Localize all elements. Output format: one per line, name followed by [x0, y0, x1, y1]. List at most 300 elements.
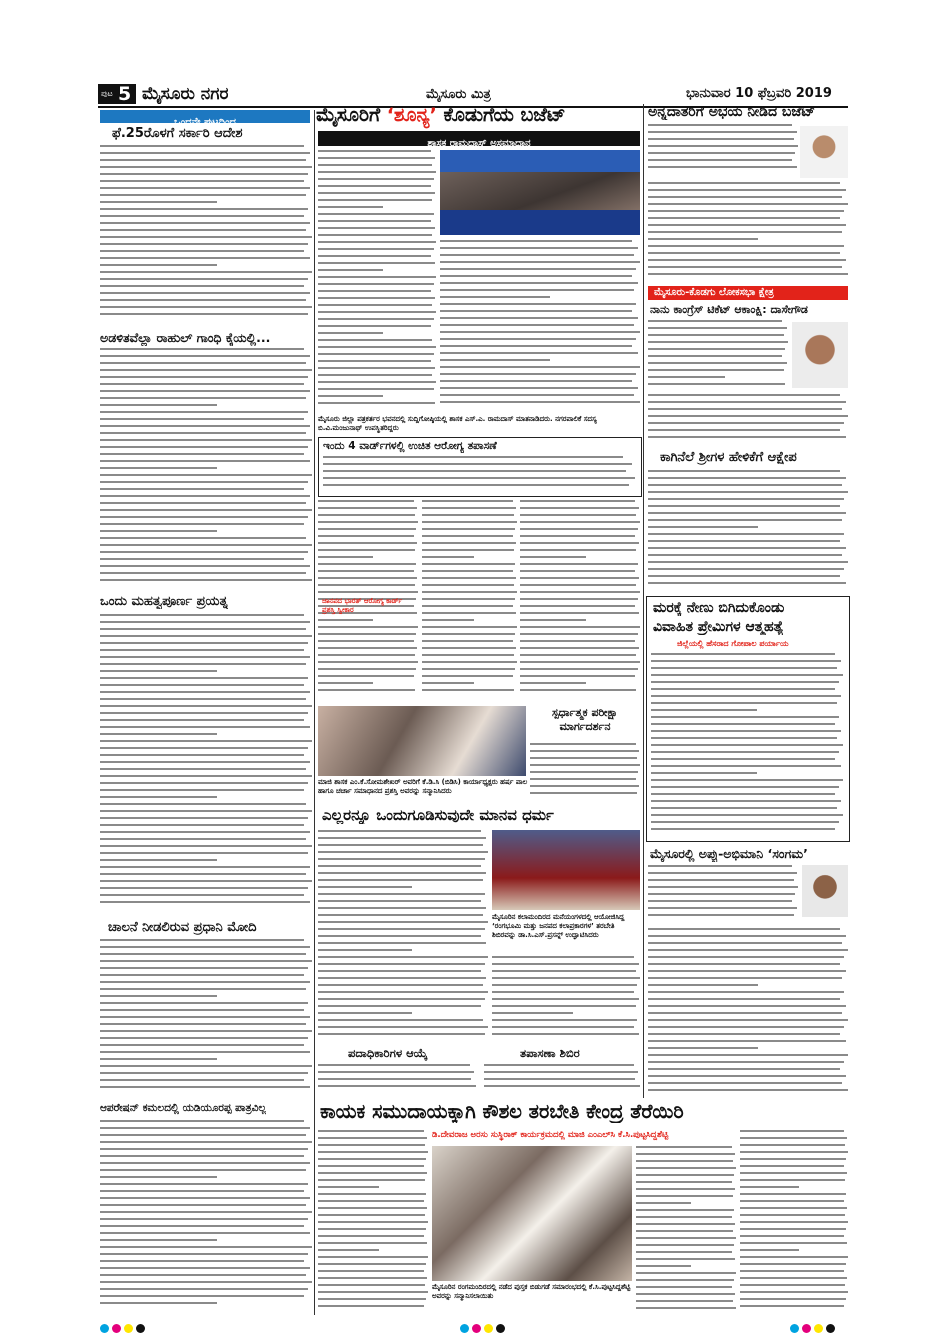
text-line: [318, 977, 486, 979]
text-line: [318, 402, 435, 404]
text-line: [318, 255, 431, 257]
text-line: [740, 1291, 848, 1293]
text-line: [100, 1023, 306, 1025]
mid-text-2b: [422, 500, 517, 700]
exam-guidance-line-1: ಸ್ಪರ್ಧಾತ್ಮಕ ಪರೀಕ್ಷಾ: [551, 706, 619, 719]
text-line: [651, 807, 837, 809]
text-line: [440, 289, 634, 291]
text-line: [422, 626, 517, 628]
yellow-dot: [124, 1324, 133, 1333]
text-line: [648, 422, 844, 424]
text-line: [100, 299, 306, 301]
text-line: [648, 217, 840, 219]
text-line: [740, 1186, 799, 1188]
text-line: [100, 782, 308, 784]
text-line: [100, 796, 217, 798]
text-line: [318, 640, 414, 642]
text-line: [520, 647, 639, 649]
left-text-4: [100, 939, 312, 1099]
text-line: [318, 199, 432, 201]
text-line: [318, 206, 383, 208]
text-line: [318, 185, 431, 187]
text-line: [520, 500, 635, 502]
text-line: [318, 535, 414, 537]
text-line: [100, 656, 310, 658]
text-line: [100, 1218, 308, 1220]
text-line: [100, 894, 304, 896]
text-line: [492, 963, 639, 965]
mid-subheading: ಶಾಸಕ ರಾಮದಾಸ್ ಅಸಮಾಧಾನ: [427, 138, 531, 149]
text-line: [100, 663, 306, 665]
text-line: [318, 1228, 426, 1230]
text-line: [100, 1295, 304, 1297]
text-line: [100, 803, 306, 805]
text-line: [318, 521, 418, 523]
text-line: [651, 709, 757, 711]
text-line: [636, 1160, 733, 1162]
text-line: [636, 1272, 736, 1274]
text-line: [100, 236, 312, 238]
text-line: [648, 1082, 842, 1084]
text-line: [648, 341, 788, 343]
left-heading-2: ಅಡಳಿತವೆಲ್ಲಾ ರಾಹುಲ್ ಗಾಂಧಿ ಕೈಯಲ್ಲಿ...: [100, 330, 271, 345]
text-line: [100, 1260, 304, 1262]
text-line: [318, 164, 432, 166]
text-line: [318, 619, 373, 621]
text-line: [323, 477, 635, 479]
text-line: [318, 276, 436, 278]
text-line: [100, 1086, 310, 1088]
yellow-dot: [814, 1324, 823, 1333]
text-line: [100, 1002, 308, 1004]
text-line: [318, 213, 434, 215]
text-line: [740, 1221, 848, 1223]
left-text-3: [100, 614, 312, 914]
text-line: [651, 751, 839, 753]
section-title: ಮೈಸೂರು ನಗರ: [142, 84, 229, 104]
text-line: [318, 872, 486, 874]
text-line: [740, 1130, 844, 1132]
text-line: [422, 535, 513, 537]
text-line: [651, 716, 839, 718]
text-line: [318, 1193, 426, 1195]
text-line: [648, 334, 784, 336]
text-line: [520, 682, 586, 684]
text-line: [648, 210, 844, 212]
mid-text-1a: [318, 150, 436, 412]
mid-headline-post: ಕೊಡುಗೆಯ ಬಜೆಟ್: [436, 104, 566, 126]
text-line: [100, 1058, 217, 1060]
text-line: [318, 900, 481, 902]
right-heading-1: ಅನ್ನದಾತರಿಗೆ ಅಭಯ ನೀಡಿದ ಬಜೆಟ್: [648, 104, 816, 120]
text-line: [648, 893, 795, 895]
text-line: [648, 131, 797, 133]
text-line: [318, 150, 431, 152]
text-line: [318, 1221, 428, 1223]
text-line: [318, 1033, 485, 1035]
text-line: [648, 582, 846, 584]
text-line: [648, 166, 797, 168]
right-text-1: [648, 124, 798, 176]
text-line: [318, 893, 485, 895]
text-line: [318, 1026, 488, 1028]
text-line: [318, 1284, 425, 1286]
text-line: [100, 1009, 304, 1011]
text-line: [648, 512, 846, 514]
text-line: [440, 310, 632, 312]
text-line: [422, 619, 474, 621]
magenta-dot: [472, 1324, 481, 1333]
right-text-3: [648, 470, 848, 592]
mid-subheading-bar: [318, 131, 640, 149]
text-line: [648, 159, 792, 161]
text-line: [484, 1071, 638, 1073]
text-line: [651, 786, 839, 788]
text-line: [492, 984, 637, 986]
text-line: [318, 157, 435, 159]
text-line: [648, 348, 785, 350]
text-line: [100, 1155, 304, 1157]
text-line: [484, 1078, 635, 1080]
mid-headline: [316, 104, 646, 130]
text-line: [648, 362, 787, 364]
text-line: [100, 1274, 306, 1276]
text-line: [100, 376, 308, 378]
text-line: [530, 764, 640, 766]
text-line: [318, 991, 488, 993]
text-line: [636, 1307, 736, 1309]
text-line: [318, 858, 485, 860]
text-line: [318, 178, 434, 180]
text-line: [318, 591, 418, 593]
text-line: [651, 765, 841, 767]
text-line: [100, 243, 308, 245]
text-line: [530, 792, 637, 794]
text-line: [740, 1305, 844, 1307]
text-line: [648, 984, 758, 986]
right-text-2: [648, 320, 788, 390]
text-line: [422, 605, 513, 607]
yellow-dot: [484, 1324, 493, 1333]
text-line: [318, 234, 432, 236]
text-line: [648, 1047, 758, 1049]
text-line: [440, 303, 636, 305]
text-line: [636, 1286, 732, 1288]
text-line: [100, 474, 312, 476]
text-line: [422, 507, 516, 509]
text-line: [648, 505, 840, 507]
suicide-subheading: ಜಿಲ್ಲೆಯಲ್ಲಿ ಹೆಸರಾದ ಗೋಪಾಲ ಪರ್ಯಾಯ: [677, 639, 789, 648]
text-line: [100, 411, 308, 413]
text-line: [100, 579, 312, 581]
text-line: [648, 998, 840, 1000]
text-line: [440, 394, 634, 396]
text-line: [100, 460, 310, 462]
text-line: [100, 733, 217, 735]
award-subheading: ಜಾನಪದ ಭಾರತ್ ಆರೋಗ್ಯ ಕಾರ್ಡ್ ಪ್ರಶಸ್ತಿ ಸ್ವೀಕಾರ: [322, 597, 403, 614]
text-line: [318, 963, 485, 965]
text-line: [100, 537, 306, 539]
text-line: [422, 682, 474, 684]
cmyk-marks-mid: [460, 1318, 508, 1337]
text-line: [318, 1186, 379, 1188]
text-line: [100, 635, 312, 637]
black-dot: [496, 1324, 505, 1333]
text-line: [648, 498, 844, 500]
text-line: [648, 1026, 844, 1028]
text-line: [100, 530, 217, 532]
text-line: [100, 481, 308, 483]
text-line: [422, 549, 514, 551]
text-line: [648, 491, 848, 493]
text-line: [100, 1190, 304, 1192]
text-line: [530, 771, 638, 773]
text-line: [648, 484, 842, 486]
text-line: [422, 633, 515, 635]
text-line: [100, 705, 312, 707]
text-line: [318, 325, 431, 327]
text-line: [318, 192, 435, 194]
black-dot: [826, 1324, 835, 1333]
text-line: [318, 353, 434, 355]
text-line: [648, 1040, 846, 1042]
text-line: [636, 1181, 732, 1183]
text-line: [100, 1267, 310, 1269]
right-heading-3: ನಾನು ಕಾಂಗ್ರೆಸ್ ಟಿಕೆಟ್ ಆಕಾಂಕ್ಷಿ: ದಾಸೇಗೌಡ: [650, 303, 808, 316]
text-line: [100, 502, 306, 504]
text-line: [100, 222, 310, 224]
text-line: [318, 949, 412, 951]
text-line: [492, 1005, 636, 1007]
text-line: [740, 1242, 847, 1244]
cmyk-marks-right: [790, 1318, 838, 1337]
text-line: [318, 1235, 424, 1237]
text-line: [422, 598, 515, 600]
text-line: [636, 1223, 735, 1225]
text-line: [318, 227, 435, 229]
left-heading-5: ಆಪರೇಷನ್ ಕಮಲದಲ್ಲಿ ಯಡಿಯೂರಪ್ಪ ಪಾತ್ರವಿಲ್ಲ: [100, 1102, 267, 1114]
text-line: [318, 395, 383, 397]
text-line: [648, 1075, 846, 1077]
text-line: [636, 1230, 733, 1232]
text-line: [651, 674, 843, 676]
text-line: [318, 865, 481, 867]
text-line: [318, 1172, 427, 1174]
text-line: [651, 821, 839, 823]
text-line: [100, 1169, 306, 1171]
text-line: [318, 283, 434, 285]
text-line: [422, 647, 516, 649]
text-line: [323, 484, 629, 486]
suicide-news-text: [651, 653, 843, 837]
text-line: [648, 1012, 842, 1014]
text-line: [318, 647, 417, 649]
text-line: [740, 1249, 799, 1251]
text-line: [100, 383, 304, 385]
text-line: [318, 563, 416, 565]
text-line: [100, 761, 310, 763]
text-line: [740, 1193, 846, 1195]
text-line: [100, 1232, 310, 1234]
bottom-headline: ಕಾಯಕ ಸಮುದಾಯಕ್ಕಾಗಿ ಕೌಶಲ ತರಬೇತಿ ಕೇಂದ್ರ ತೆರೆಯಿರಿ: [320, 1100, 684, 1123]
text-line: [318, 1158, 426, 1160]
text-line: [422, 577, 516, 579]
text-line: [100, 817, 308, 819]
text-line: [318, 318, 434, 320]
text-line: [648, 575, 840, 577]
text-line: [492, 1019, 637, 1021]
text-line: [636, 1293, 735, 1295]
text-line: [100, 747, 308, 749]
text-line: [648, 477, 846, 479]
text-line: [648, 401, 846, 403]
text-line: [648, 1054, 848, 1056]
text-line: [648, 533, 844, 535]
text-line: [651, 814, 843, 816]
text-line: [648, 1061, 844, 1063]
text-line: [318, 556, 373, 558]
text-line: [100, 1211, 312, 1213]
text-line: [100, 953, 306, 955]
text-line: [648, 369, 784, 371]
text-line: [440, 275, 632, 277]
text-line: [648, 152, 795, 154]
text-line: [740, 1270, 844, 1272]
text-line: [520, 591, 640, 593]
text-line: [740, 1277, 847, 1279]
text-line: [100, 215, 304, 217]
text-line: [100, 278, 308, 280]
text-line: [100, 1030, 312, 1032]
text-line: [636, 1279, 734, 1281]
text-line: [318, 1005, 481, 1007]
text-line: [520, 633, 638, 635]
text-line: [100, 285, 304, 287]
text-line: [100, 544, 312, 546]
text-line: [648, 1005, 846, 1007]
text-line: [318, 1179, 425, 1181]
text-line: [318, 633, 416, 635]
text-line: [422, 640, 513, 642]
text-line: [318, 360, 431, 362]
text-line: [318, 1078, 471, 1080]
text-line: [100, 523, 304, 525]
text-line: [318, 262, 435, 264]
text-line: [648, 376, 725, 378]
text-line: [100, 1302, 217, 1304]
text-line: [440, 254, 634, 256]
text-line: [492, 970, 636, 972]
text-line: [100, 1197, 310, 1199]
text-line: [100, 946, 310, 948]
text-line: [520, 514, 636, 516]
text-line: [100, 974, 304, 976]
text-line: [530, 785, 639, 787]
text-line: [648, 252, 840, 254]
text-line: [100, 831, 310, 833]
text-line: [318, 514, 415, 516]
text-line: [740, 1284, 845, 1286]
award-photo-caption: ಮಾಜಿ ಶಾಸಕ ಎಂ.ಕೆ.ಸೋಮಶೇಖರ್ ಅವರಿಗೆ ಕೆ.ಡಿ.ಸಿ (ಬಿಡಿಸಿ) ಕಾರ್ಯಾಧ್ಯಕ್ಷರು ಹರ್ಷ ಪಾಲ ಹಾಗೂ ಚರ್ಚಾ ಸಮಾಧಾನದ ಪ್ರಶಸ್ತಿ ಅವರನ್ನು ಸನ್ಮಾನಿಸಿದರು: [318, 778, 528, 795]
mid-text-1b: [440, 240, 640, 412]
text-line: [440, 296, 550, 298]
text-line: [318, 381, 436, 383]
text-line: [648, 991, 844, 993]
text-line: [740, 1144, 845, 1146]
text-line: [323, 456, 623, 458]
text-line: [651, 681, 839, 683]
text-line: [100, 390, 310, 392]
text-line: [520, 535, 635, 537]
issue-date: ಭಾನುವಾರ 10 ಫೆಬ್ರವರಿ 2019: [686, 86, 832, 101]
text-line: [648, 928, 840, 930]
text-line: [318, 297, 435, 299]
text-line: [318, 1064, 470, 1066]
text-line: [318, 1277, 427, 1279]
text-line: [636, 1265, 691, 1267]
text-line: [100, 1183, 308, 1185]
text-line: [648, 526, 758, 528]
text-line: [100, 1120, 304, 1122]
text-line: [318, 1085, 476, 1087]
cyan-dot: [790, 1324, 799, 1333]
text-line: [100, 670, 217, 672]
text-line: [100, 838, 306, 840]
text-line: [100, 810, 312, 812]
text-line: [740, 1151, 848, 1153]
text-line: [318, 935, 481, 937]
right-heading-2: ಮೈಸೂರು-ಕೊಡಗು ಲೋಕಸಭಾ ಕ್ಷೇತ್ರ: [654, 287, 774, 298]
text-line: [318, 1263, 426, 1265]
text-line: [318, 542, 417, 544]
text-line: [648, 561, 848, 563]
text-line: [651, 779, 843, 781]
text-line: [318, 928, 485, 930]
text-line: [100, 173, 308, 175]
text-line: [492, 1033, 639, 1035]
text-line: [100, 719, 304, 721]
left-text-1: [100, 145, 312, 325]
mid-headline-quoted: ‘ಶೂನ್ಯ’: [386, 104, 437, 126]
text-line: [520, 661, 640, 663]
text-line: [100, 768, 306, 770]
exam-guidance-heading: [530, 706, 640, 740]
left-heading-3: ಒಂದು ಮಹತ್ವಪೂರ್ಣ ಪ್ರಯತ್ನ: [100, 594, 229, 609]
text-line: [648, 189, 846, 191]
check-up-camp-text: [484, 1064, 640, 1096]
text-line: [318, 311, 436, 313]
text-line: [648, 224, 846, 226]
text-line: [318, 1291, 428, 1293]
text-line: [100, 362, 306, 364]
continued-label: ಒಂದನೇ ಪುಟದಿಂದ: [174, 117, 236, 128]
cyan-dot: [100, 1324, 109, 1333]
left-heading-4: ಚಾಲನೆ ನೀಡಲಿರುವ ಪ್ರಧಾನಿ ಮೋದಿ: [108, 920, 257, 935]
text-line: [648, 182, 840, 184]
text-line: [422, 661, 517, 663]
exam-guidance-line-2: ಮಾರ್ಗದರ್ಶನ: [559, 720, 611, 733]
text-line: [440, 268, 636, 270]
text-line: [520, 570, 635, 572]
bottom-text-a: [318, 1130, 428, 1315]
text-line: [648, 124, 792, 126]
text-line: [100, 292, 310, 294]
text-line: [648, 415, 848, 417]
text-line: [100, 873, 306, 875]
text-line: [100, 649, 304, 651]
text-line: [651, 723, 835, 725]
health-box-text: [323, 456, 635, 492]
